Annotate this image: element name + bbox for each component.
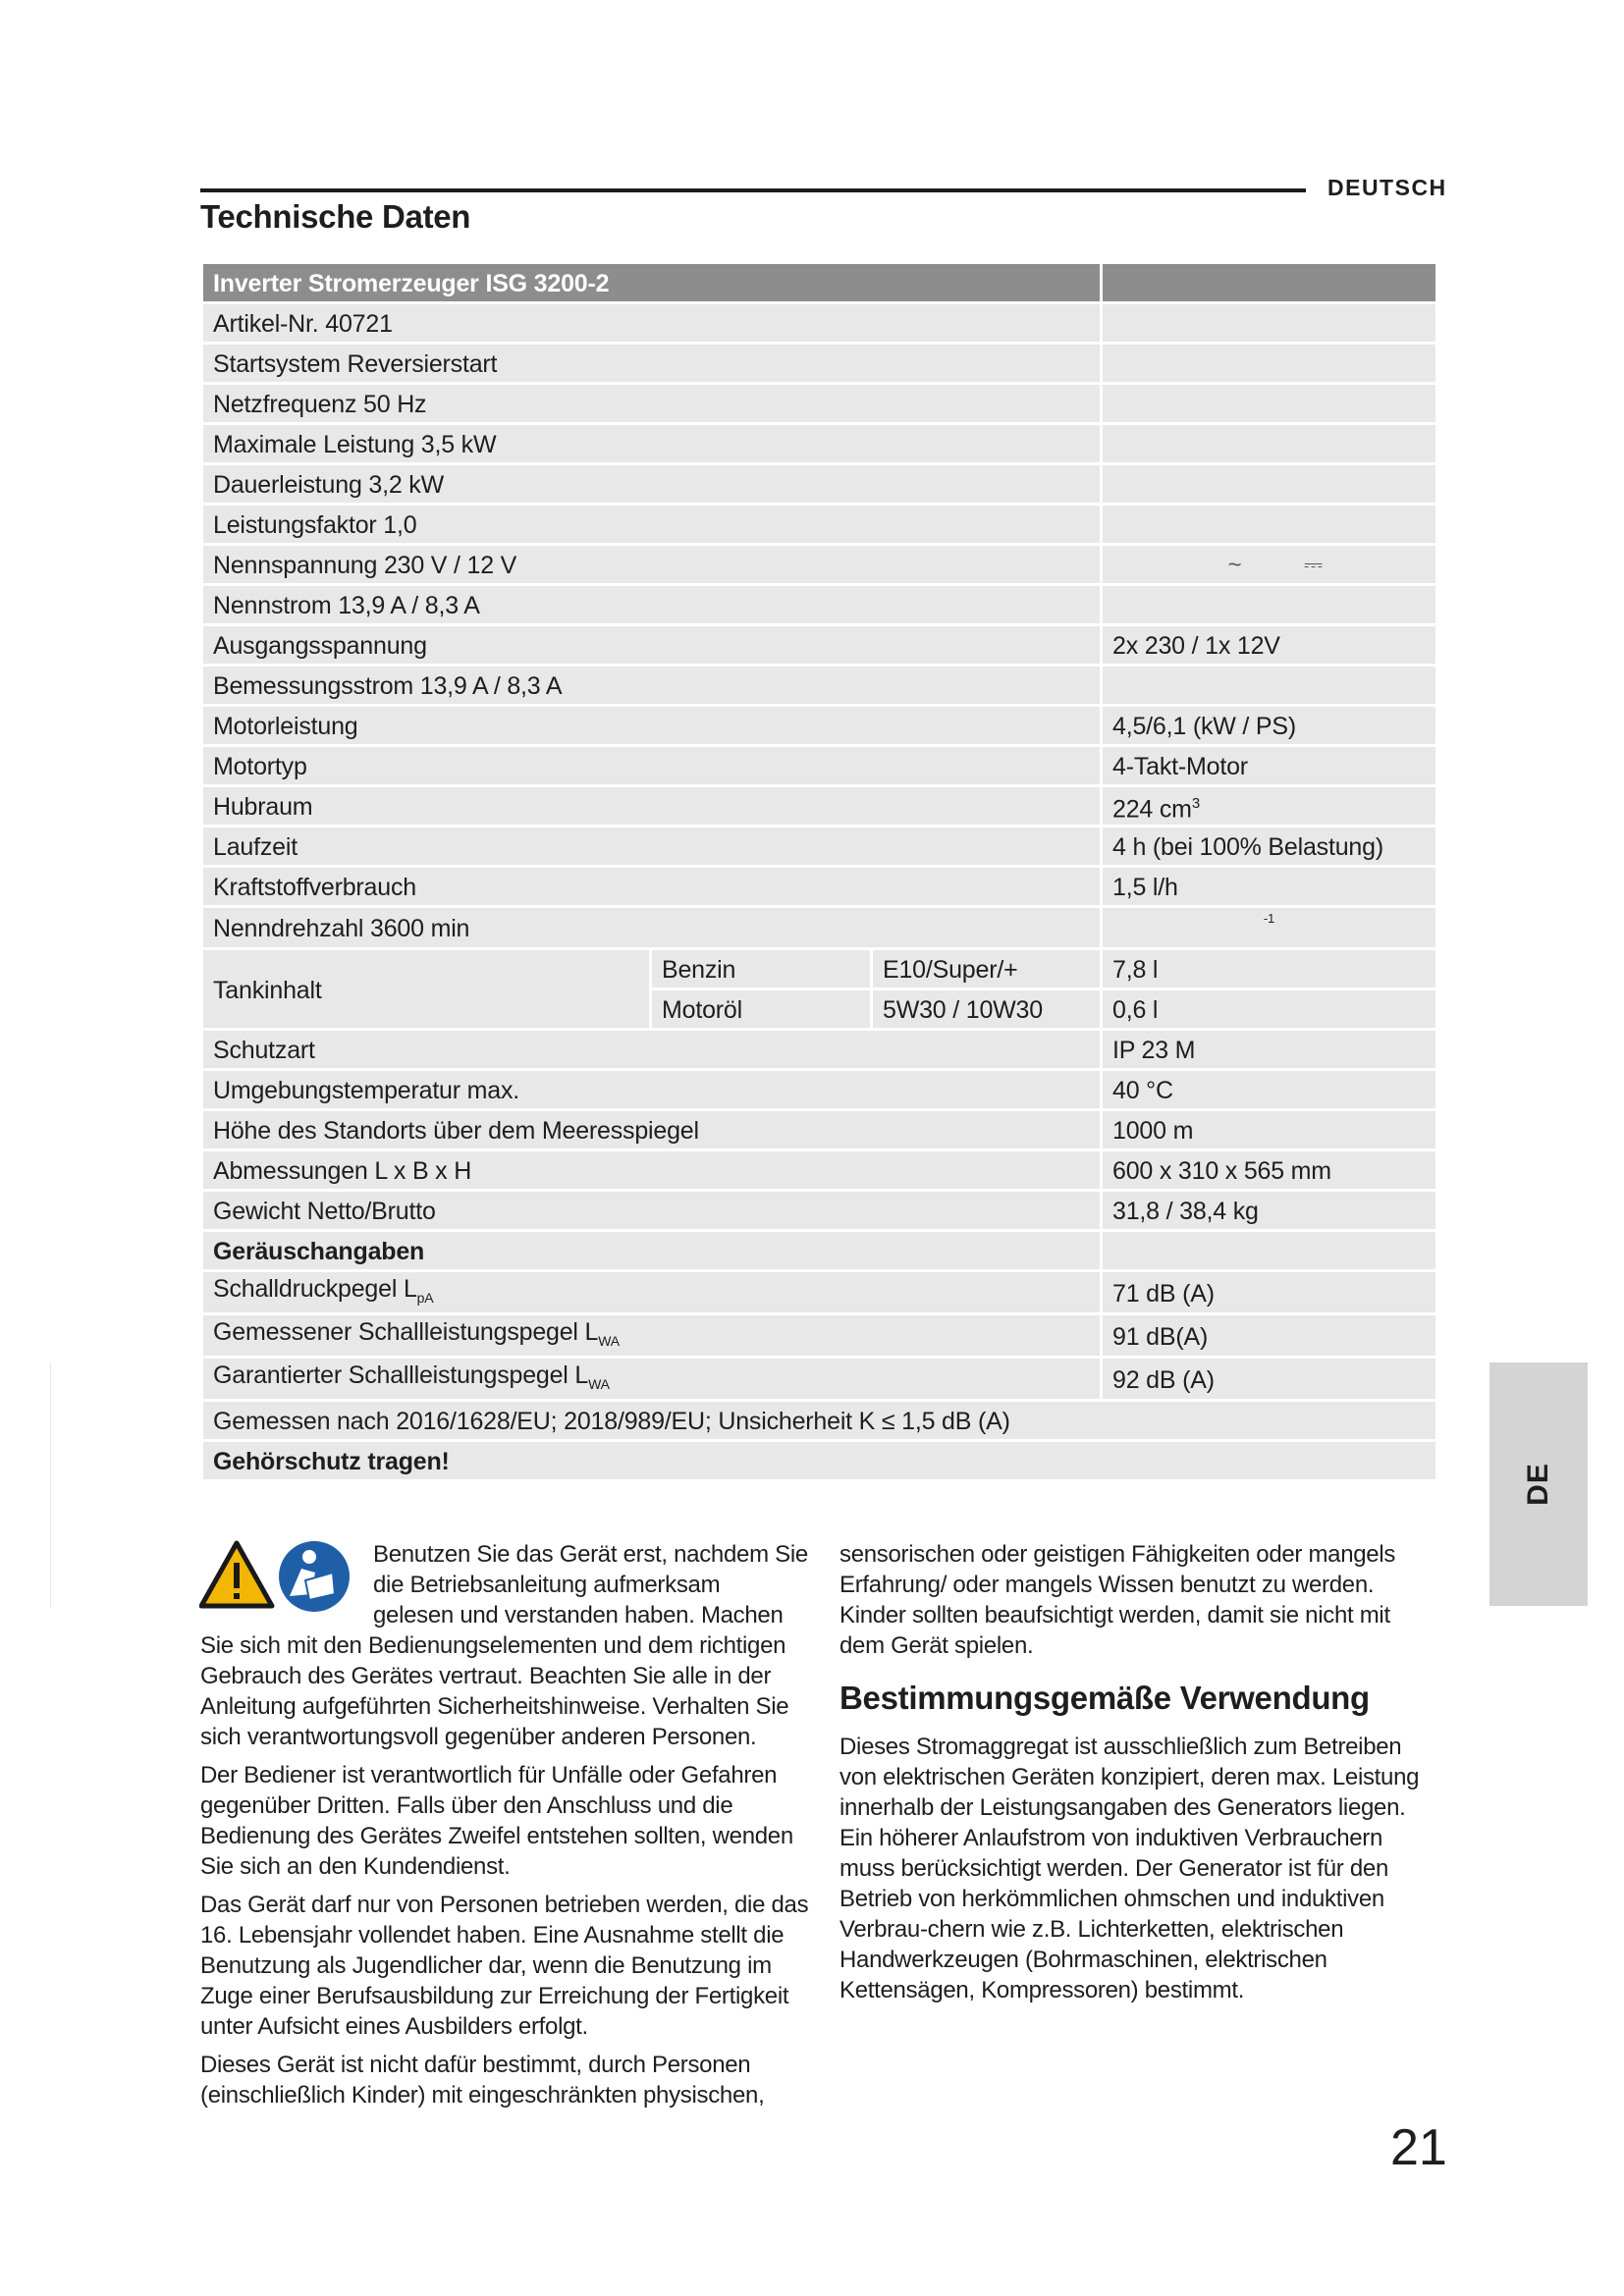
spec-label: Nennspannung 230 V / 12 V xyxy=(202,545,1102,585)
table-row xyxy=(202,625,1437,666)
spec-value xyxy=(1102,303,1437,344)
tank-fuel-label: Benzin xyxy=(651,949,872,989)
page-edge-line xyxy=(50,1362,51,1608)
table-row xyxy=(202,1030,1437,1070)
spec-value: 1,5 l/h xyxy=(1102,867,1437,907)
paragraph: Dieses Gerät ist nicht dafür bestimmt, durch Personen (einschließlich Kinder) mit eingeschränkten physischen, xyxy=(200,2052,765,2109)
spec-value: 4,5/6,1 (kW / PS) xyxy=(1102,706,1437,746)
table-row xyxy=(202,666,1437,706)
spec-label: Netzfrequenz 50 Hz xyxy=(202,384,1102,424)
ac-symbol-icon: ~ xyxy=(1227,552,1242,578)
measurement-note: Gemessen nach 2016/1628/EU; 2018/989/EU; Unsicherheit K ≤ 1,5 dB (A) xyxy=(202,1401,1437,1441)
spec-label: Gewicht Netto/Brutto xyxy=(202,1191,1102,1231)
noise-heading: Geräuschangaben xyxy=(202,1231,1102,1271)
paragraph-line: Benutzen Sie das Gerät erst, nachdem Sie xyxy=(373,1541,808,1568)
table-row xyxy=(202,1231,1437,1271)
voltage-symbols xyxy=(1102,545,1437,585)
spec-label: Motortyp xyxy=(202,746,1102,786)
table-row xyxy=(202,384,1437,424)
spl-subscript: pA xyxy=(416,1290,434,1306)
tank-fuel-type: E10/Super/+ xyxy=(872,949,1102,989)
spec-value: IP 23 M xyxy=(1102,1030,1437,1070)
header-rule xyxy=(200,188,1306,192)
spec-label: Schutzart xyxy=(202,1030,1102,1070)
table-row xyxy=(202,344,1437,384)
table-row xyxy=(202,786,1437,827)
table-row xyxy=(202,1070,1437,1110)
spec-value xyxy=(1102,424,1437,464)
language-side-tab xyxy=(1489,1362,1588,1606)
table-row xyxy=(202,1110,1437,1150)
page-title: Technische Daten xyxy=(200,198,471,235)
spec-value xyxy=(1102,585,1437,625)
spec-label: Leistungsfaktor 1,0 xyxy=(202,505,1102,545)
displacement-unit-exponent: 3 xyxy=(1191,795,1200,813)
table-row xyxy=(202,303,1437,344)
spec-label: Hubraum xyxy=(202,786,1102,827)
swl-measured-label: Gemessener Schallleistungspegel L xyxy=(213,1318,599,1346)
table-row xyxy=(202,1191,1437,1231)
spec-value xyxy=(1102,505,1437,545)
table-row xyxy=(202,505,1437,545)
displacement-value: 224 cm xyxy=(1112,795,1192,824)
spec-label: Startsystem Reversierstart xyxy=(202,344,1102,384)
spec-heading-value xyxy=(1102,263,1437,303)
spec-value: 91 dB(A) xyxy=(1102,1314,1437,1358)
spec-label: Maximale Leistung 3,5 kW xyxy=(202,424,1102,464)
paragraph-text: Sie sich mit den Bedienungselementen und dem richtigen Gebrauch des Gerätes vertraut. Beachten Sie alle in der Anleitung aufgeführten Sicherheitshinweise. Verhalten Sie sich verantwortungsvoll gegenüber anderen Personen. xyxy=(200,1632,789,1750)
table-row xyxy=(202,907,1437,949)
swl-guaranteed-subscript: WA xyxy=(588,1376,610,1392)
dc-symbol-icon: ⎓ xyxy=(1304,552,1323,578)
tank-fuel-value: 7,8 l xyxy=(1102,949,1437,989)
spec-label: Höhe des Standorts über dem Meeresspiegel xyxy=(202,1110,1102,1150)
spec-value: 40 °C xyxy=(1102,1070,1437,1110)
spec-label: Dauerleistung 3,2 kW xyxy=(202,464,1102,505)
paragraph: Das Gerät darf nur von Personen betrieben werden, die das 16. Lebensjahr vollendet haben. Eine Ausnahme stellt die Benutzung als Jugendlicher dar, wenn die Benutzung im Zuge einer Berufsausbildung zur Erreichung der Fertigkeit unter Aufsicht eines Ausbilders erfolgt. xyxy=(200,1892,809,2040)
rated-speed-exponent: -1 xyxy=(1102,907,1437,949)
table-row xyxy=(202,1358,1437,1401)
spec-value xyxy=(1102,464,1437,505)
table-row xyxy=(202,949,1437,989)
spec-label xyxy=(202,1358,1102,1401)
swl-measured-subscript: WA xyxy=(598,1333,620,1349)
spec-value xyxy=(1102,666,1437,706)
spec-value: 600 x 310 x 565 mm xyxy=(1102,1150,1437,1191)
spec-value xyxy=(1102,786,1437,827)
tank-oil-label: Motoröl xyxy=(651,989,872,1030)
spec-table xyxy=(200,261,1438,1482)
tank-label: Tankinhalt xyxy=(202,949,651,1030)
page-number: 21 xyxy=(1390,2119,1447,2176)
spec-label: Umgebungstemperatur max. xyxy=(202,1070,1102,1110)
spec-value xyxy=(1102,384,1437,424)
language-label: DEUTSCH xyxy=(1327,175,1447,200)
table-row xyxy=(202,1150,1437,1191)
spec-label: Artikel-Nr. 40721 xyxy=(202,303,1102,344)
tank-oil-value: 0,6 l xyxy=(1102,989,1437,1030)
spec-value: 4 h (bei 100% Belastung) xyxy=(1102,827,1437,867)
spec-label: Bemessungsstrom 13,9 A / 8,3 A xyxy=(202,666,1102,706)
table-row xyxy=(202,1271,1437,1314)
paragraph xyxy=(200,1539,809,1752)
side-tab-label: DE xyxy=(1522,1463,1554,1506)
table-row xyxy=(202,1314,1437,1358)
spec-value: 2x 230 / 1x 12V xyxy=(1102,625,1437,666)
spec-value xyxy=(1102,344,1437,384)
table-row xyxy=(202,464,1437,505)
section-heading: Bestimmungsgemäße Verwendung xyxy=(839,1680,1370,1716)
swl-guaranteed-label: Garantierter Schallleistungspegel L xyxy=(213,1362,589,1389)
tank-oil-type: 5W30 / 10W30 xyxy=(872,989,1102,1030)
ear-protection-note: Gehörschutz tragen! xyxy=(202,1441,1437,1481)
left-column xyxy=(200,1539,809,2118)
right-column xyxy=(839,1539,1440,2013)
table-row xyxy=(202,263,1437,303)
spec-label: Abmessungen L x B x H xyxy=(202,1150,1102,1191)
table-row xyxy=(202,585,1437,625)
spec-value: 31,8 / 38,4 kg xyxy=(1102,1191,1437,1231)
spec-value: 71 dB (A) xyxy=(1102,1271,1437,1314)
spec-label xyxy=(202,1314,1102,1358)
paragraph: sensorischen oder geistigen Fähigkeiten oder mangels Erfahrung/ oder mangels Wissen benutzt zu werden. Kinder sollten beaufsichtigt werden, damit sie nicht mit dem Gerät spielen. xyxy=(839,1541,1396,1659)
spec-label: Kraftstoffverbrauch xyxy=(202,867,1102,907)
paragraph-line: die Betriebsanleitung aufmerksam xyxy=(373,1572,721,1598)
spec-label: Ausgangsspannung xyxy=(202,625,1102,666)
table-row xyxy=(202,545,1437,585)
paragraph: Der Bediener ist verantwortlich für Unfälle oder Gefahren gegenüber Dritten. Falls über den Anschluss und die Bedienung des Gerätes Zweifel entstehen sollten, wenden Sie sich an den Kundendienst. xyxy=(200,1762,793,1880)
table-row xyxy=(202,1441,1437,1481)
table-row xyxy=(202,706,1437,746)
spec-value: 4-Takt-Motor xyxy=(1102,746,1437,786)
paragraph-line: gelesen und verstanden haben. Machen xyxy=(373,1602,784,1629)
spec-label: Laufzeit xyxy=(202,827,1102,867)
table-row xyxy=(202,867,1437,907)
spec-value xyxy=(1102,1231,1437,1271)
spec-heading: Inverter Stromerzeuger ISG 3200-2 xyxy=(202,263,1102,303)
paragraph: Dieses Stromaggregat ist ausschließlich zum Betreiben von elektrischen Geräten konzipiert, deren max. Leistung innerhalb der Leistungsangaben des Generators liegen. Ein höherer Anlaufstrom von induktiven Verbrauchern muss berücksichtigt werden. Der Generator ist für den Betrieb von herkömmlichen ohmschen und induktiven Verbrau-chern wie z.B. Lichterketten, elektrischen Handwerkzeugen (Bohrmaschinen, elektrischen Kettensägen, Kompressoren) bestimmt. xyxy=(839,1734,1420,2003)
spec-label xyxy=(202,1271,1102,1314)
spl-label: Schalldruckpegel L xyxy=(213,1275,417,1303)
table-row xyxy=(202,827,1437,867)
spec-label: Nennstrom 13,9 A / 8,3 A xyxy=(202,585,1102,625)
spec-label: Nenndrehzahl 3600 min xyxy=(202,907,1102,949)
spec-value: 92 dB (A) xyxy=(1102,1358,1437,1401)
table-row xyxy=(202,1401,1437,1441)
table-row xyxy=(202,746,1437,786)
spec-value: 1000 m xyxy=(1102,1110,1437,1150)
table-row xyxy=(202,424,1437,464)
spec-label: Motorleistung xyxy=(202,706,1102,746)
